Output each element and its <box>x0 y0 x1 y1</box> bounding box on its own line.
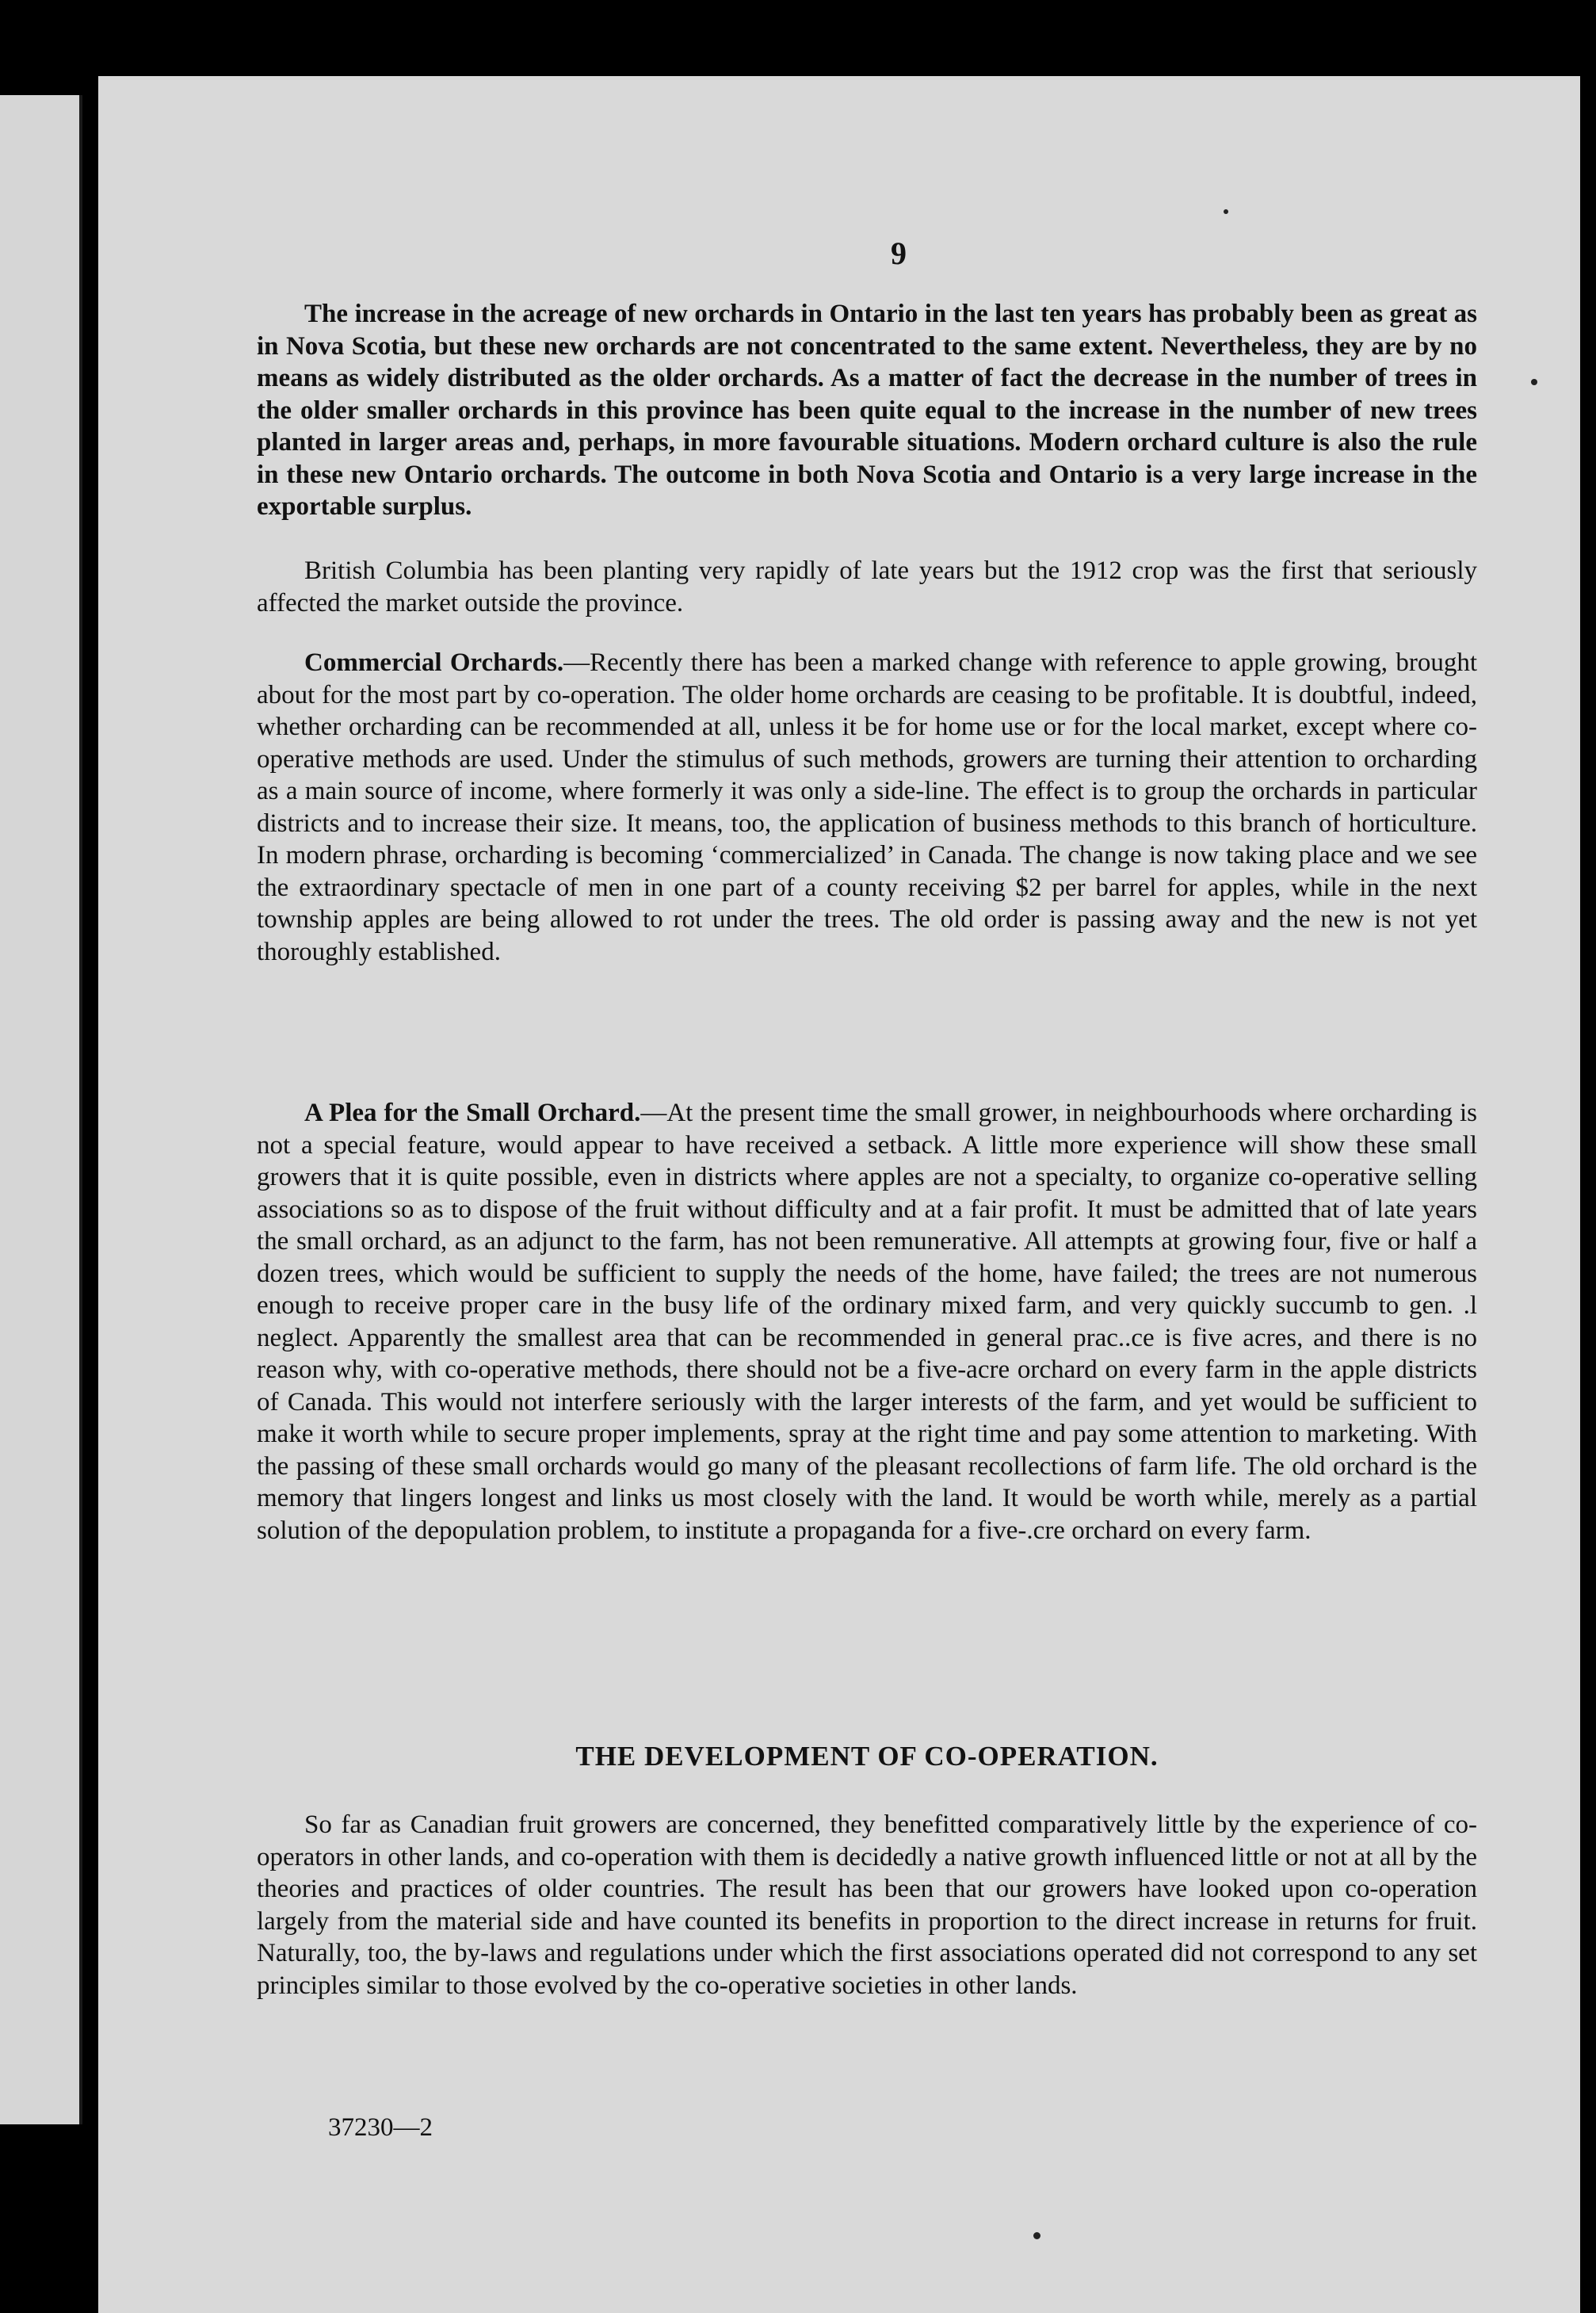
paragraph-small-orchard <box>257 1097 1477 1546</box>
adjacent-page-edge <box>0 95 82 2124</box>
commercial-orchards-body: —Recently there has been a marked change with reference to apple growing, brought about for the most part by co-operation. The older home orchards are ceasing to be profitable. It is doubtful, indeed, whether orcharding can be recommended at all, unless it be for home use or for the local market, except where co-operative methods are used. Under the stimulus of such methods, growers are turning their attention to orcharding as a main source of income, where formerly it was only a side-line. The effect is to group the orchards in particular districts and to increase their size. It means, too, the application of business methods to this branch of horticulture. In modern phrase, orcharding is becoming ‘commercialized’ in Canada. The change is now taking place and we see the extraordinary spectacle of men in one part of a county receiving $2 per barrel for apples, while in the next township apples are being allowed to rot under the trees. The old order is passing away and the new is not yet thoroughly established. <box>257 648 1477 966</box>
scan-speck <box>1033 2232 1040 2239</box>
paragraph-british-columbia: British Columbia has been planting very rapidly of late years but the 1912 crop was the first that seriously affected the market outside the province. <box>257 556 1477 617</box>
commercial-orchards-heading: Commercial Orchards. <box>304 648 564 677</box>
paragraph-cooperation: So far as Canadian fruit growers are concerned, they benefitted comparatively little by the experience of co-operators in other lands, and co-operation with them is decidedly a native growth influenced little or not at all by the theories and practices of older countries. The result has been that our growers have looked upon co-operation largely from the material side and have counted its benefits in proportion to the direct increase in returns for fruit. Naturally, too, the by-laws and regulations under which the first associations operated did not correspond to any set principles similar to those evolved by the co-operative societies in other lands. <box>257 1810 1477 2000</box>
page-number: 9 <box>891 235 907 271</box>
small-orchard-body: —At the present time the small grower, in neighbourhoods where orcharding is not a special feature, would appear to have received a setback. A little more experience will show these small growers that it is quite possible, even in districts where apples are not a specialty, to organize co-operative selling associations so as to dispose of the fruit without difficulty and at a fair profit. It must be admitted that of late years the small orchard, as an adjunct to the farm, has not been remunerative. All attempts at growing four, five or half a dozen trees, which would be sufficient to supply the needs of the home, have failed; the trees are not numerous enough to receive proper care in the busy life of the ordinary mixed farm, and very quickly succumb to gen. .l neglect. Apparently the smallest area that can be recommended in general prac..ce is five acres, and there is no reason why, with co-operative methods, there should not be a five-acre orchard on every farm in the apple districts of Canada. This would not interfere seriously with the larger interests of the farm, and yet would be sufficient to make it worth while to secure proper implements, spray at the right time and pay some attention to marketing. With the passing of these small orchards would go many of the pleasant recollections of farm life. The old orchard is the memory that lingers longest and links us most closely with the land. It would be worth while, merely as a partial solution of the depopulation problem, to institute a propaganda for a five-.cre orchard on every farm. <box>257 1099 1478 1545</box>
signature-mark: 37230—2 <box>328 2113 433 2142</box>
scan-speck <box>1531 379 1537 385</box>
small-orchard-heading: A Plea for the Small Orchard. <box>304 1099 641 1127</box>
paragraph-commercial-orchards <box>257 647 1477 968</box>
paragraph-ontario-orchards: The increase in the acreage of new orchards in Ontario in the last ten years has probably been as great as in Nova Scotia, but these new orchards are not concentrated to the same extent. Nevertheless, they are by no means as widely distributed as the older orchards. As a matter of fact the decrease in the number of trees in the older smaller orchards in this province has been quite equal to the increase in the number of new trees planted in larger areas and, perhaps, in more favourable situations. Modern orchard culture is also the rule in these new Ontario orchards. The outcome in both Nova Scotia and Ontario is a very large increase in the exportable surplus. <box>257 300 1477 521</box>
section-title: THE DEVELOPMENT OF CO-OPERATION. <box>575 1741 1159 1772</box>
scan-speck <box>1224 209 1228 214</box>
document-page <box>98 76 1580 2313</box>
